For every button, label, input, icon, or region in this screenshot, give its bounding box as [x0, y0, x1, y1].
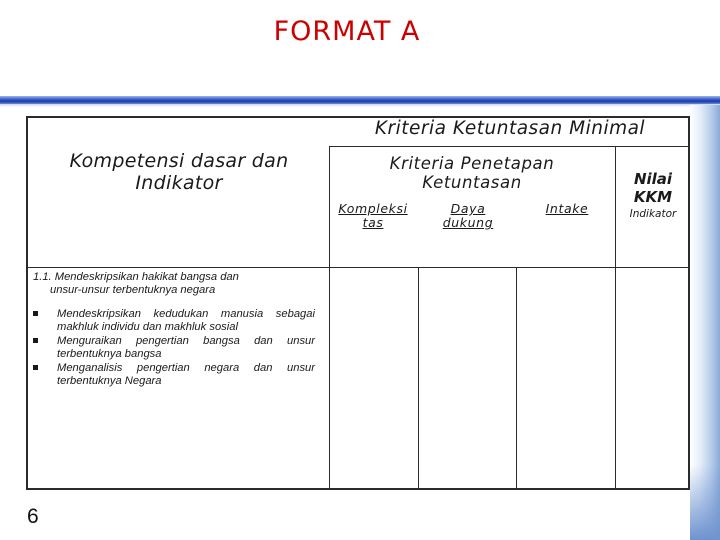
page-title: FORMAT A — [273, 16, 421, 47]
kd-header-line-2: Indikator — [135, 171, 223, 194]
list-item-text: Mendeskripsikan kedudukan manusia sebagai makhluk individu dan makhluk sosial — [57, 307, 315, 334]
sub-header-kompleksitas-line-2: tas — [362, 215, 384, 231]
header-band-shadow — [0, 104, 720, 107]
kd-content — [33, 271, 315, 389]
kd-intro-line-1: 1.1. Mendeskripsikan hakikat bangsa dan — [33, 271, 239, 283]
kd-header — [30, 151, 328, 195]
page-number: 6 — [27, 505, 39, 528]
list-item-text: Menganalisis pengertian negara dan unsur terbentuknya Negara — [57, 361, 315, 388]
table-divider-header — [26, 267, 690, 268]
nilai-kkm-line-2: KKM — [633, 188, 673, 206]
bullet-square-icon — [33, 338, 38, 343]
kp-header — [332, 155, 612, 193]
table-divider-sub-1 — [418, 267, 419, 490]
kd-intro-line-2: unsur-unsur terbentuknya negara — [50, 284, 216, 297]
kd-header-line-1: Kompetensi dasar dan — [69, 150, 289, 172]
sub-header-daya-line-1: Daya — [450, 201, 486, 216]
nilai-kkm-header — [618, 170, 688, 206]
table-divider-sub-2 — [516, 267, 517, 490]
sub-header-daya-dukung — [420, 202, 516, 231]
sub-header-daya-line-2: dukung — [442, 215, 494, 231]
kd-intro — [33, 271, 315, 298]
list-item-text: Menguraikan pengertian bangsa dan unsur terbentuknya bangsa — [57, 334, 315, 361]
table-divider-kp — [615, 146, 616, 490]
sub-header-intake — [520, 202, 614, 216]
right-decoration — [690, 105, 720, 540]
list-item — [33, 308, 315, 335]
indikator-label: Indikator — [629, 208, 677, 220]
list-item — [33, 335, 315, 362]
indicator-list — [33, 308, 315, 389]
nilai-kkm-line-1: Nilai — [633, 170, 673, 188]
bullet-square-icon — [33, 365, 38, 370]
sub-header-intake-label: Intake — [545, 201, 589, 216]
sub-header-kompleksitas — [330, 202, 416, 231]
sub-header-kompleksitas-line-1: Kompleksi — [338, 201, 408, 216]
table-divider-kd — [329, 146, 330, 490]
header-band — [0, 96, 720, 104]
table-divider-kkm-title — [329, 146, 690, 147]
bullet-square-icon — [33, 311, 38, 316]
kp-header-line-2: Ketuntasan — [422, 172, 522, 192]
kkm-header: Kriteria Ketuntasan Minimal — [374, 118, 646, 139]
list-item — [33, 362, 315, 389]
kp-header-line-1: Kriteria Penetapan — [389, 154, 555, 173]
